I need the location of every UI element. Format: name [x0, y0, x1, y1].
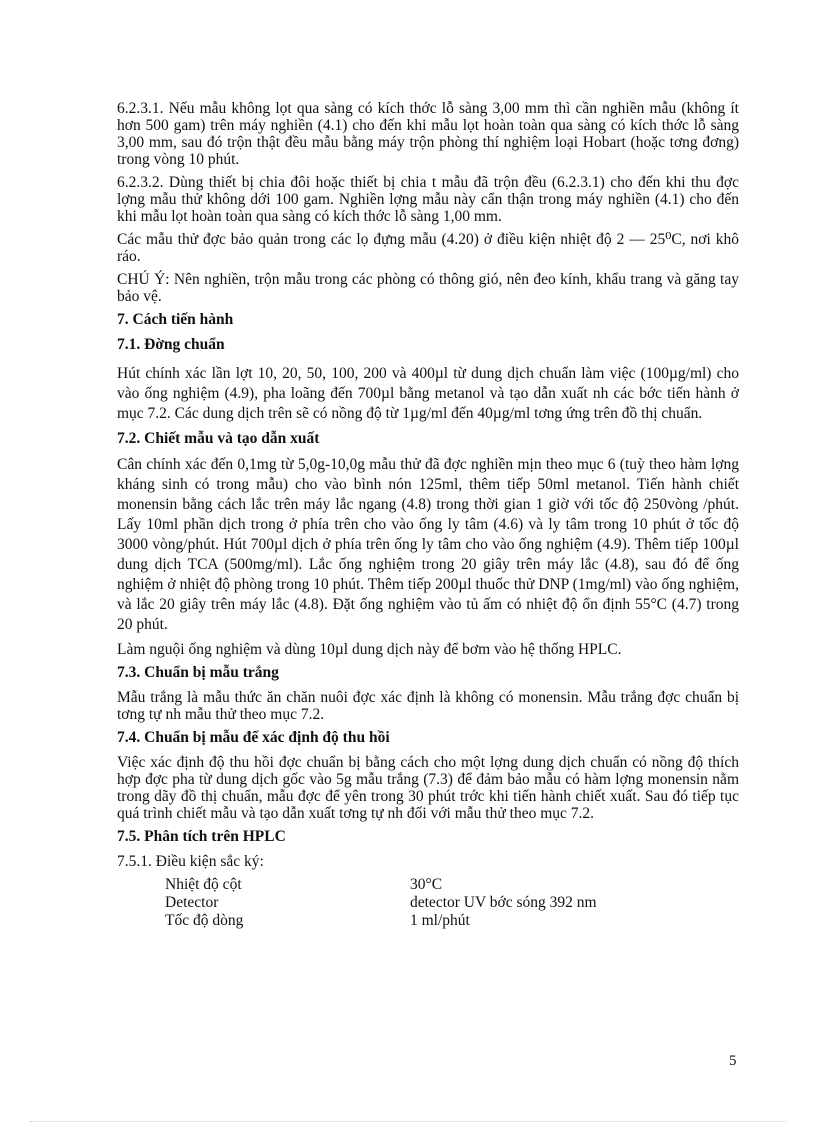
paragraph-section-7-2-b: Làm nguội ống nghiệm và dùng 10µl dung dịch này để bơm vào hệ thống HPLC. [117, 641, 622, 658]
paragraph-storage: Các mẫu thử đợc bảo quản trong các lọ đựng mẫu (4.20) ở điều kiện nhiệt độ 2 — 25⁰C, nơi khô ráo. [117, 231, 739, 265]
condition-label: Detector [165, 894, 219, 911]
paragraph-6-2-3-1: 6.2.3.1. Nếu mẫu không lọt qua sàng có kích thớc lỗ sàng 3,00 mm thì cần nghiền mẫu (không ít hơn 500 gam) trên máy nghiền (4.1) cho đến khi mẫu lọt hoàn toàn qua sàng có kích thớc lỗ sàng 3,00 mm, sau đó trộn thật đều mẫu bằng máy trộn phòng thí nghiệm loại Hobart (hoặc tơng đơng) trong vòng 10 phút. [117, 100, 739, 168]
note-paragraph: CHÚ Ý: Nên nghiền, trộn mẫu trong các phòng có thông gió, nên đeo kính, khẩu trang và găng tay bảo vệ. [117, 271, 739, 305]
condition-value: 30°C [410, 876, 443, 893]
heading-section-7-3: 7.3. Chuẩn bị mẫu trắng [117, 664, 279, 681]
condition-value: detector UV bớc sóng 392 nm [410, 894, 597, 911]
page-number: 5 [729, 1053, 737, 1069]
paragraph-section-7-4: Việc xác định độ thu hồi đợc chuẩn bị bằng cách cho một lợng dung dịch chuẩn có nồng độ thích hợp đợc pha từ dung dịch gốc vào 5g mẫu trắng (7.3) để đảm bảo mẫu có hàm lợng monensin nằm trong dãy đồ thị chuẩn, mẫu đợc để yên trong 30 phút trớc khi tiến hành chiết xuất. Sau đó tiếp tục quá trình chiết mẫu và tạo dẫn xuất tơng tự nh đối với mẫu thử theo mục 7.2. [117, 754, 739, 822]
paragraph-section-7-3: Mẫu trắng là mẫu thức ăn chăn nuôi đợc xác định là không có monensin. Mẫu trắng đợc chuẩn bị tơng tự nh mẫu thử theo mục 7.2. [117, 689, 739, 723]
footer-divider [30, 1121, 786, 1122]
condition-label: Nhiệt độ cột [165, 876, 242, 893]
paragraph-section-7-5-1: 7.5.1. Điều kiện sắc ký: [117, 853, 264, 870]
heading-section-7: 7. Cách tiến hành [117, 311, 234, 328]
condition-row [165, 912, 739, 930]
condition-value: 1 ml/phút [410, 912, 470, 929]
condition-row [165, 876, 739, 894]
chromatography-conditions [165, 876, 739, 930]
heading-section-7-5: 7.5. Phân tích trên HPLC [117, 828, 286, 845]
paragraph-section-7-1: Hút chính xác lần lợt 10, 20, 50, 100, 200 và 400µl từ dung dịch chuẩn làm việc (100µg/ml) cho vào ống nghiệm (4.9), pha loãng đến 700µl bằng metanol và tạo dẫn xuất nh các bớc tiến hành ở mục 7.2. Các dung dịch trên sẽ có nồng độ từ 1µg/ml đến 40µg/ml tơng ứng trên đồ thị chuẩn. [117, 365, 739, 422]
heading-section-7-4: 7.4. Chuẩn bị mẫu để xác định độ thu hồi [117, 729, 390, 746]
heading-section-7-1: 7.1. Đờng chuẩn [117, 336, 225, 353]
heading-section-7-2: 7.2. Chiết mẫu và tạo dẫn xuất [117, 430, 320, 447]
condition-row [165, 894, 739, 912]
paragraph-section-7-2-a: Cân chính xác đến 0,1mg từ 5,0g-10,0g mẫu thử đã đợc nghiền mịn theo mục 6 (tuỳ theo hàm lợng kháng sinh có trong mẫu) cho vào bình nón 125ml, thêm tiếp 50ml metanol. Tiến hành chiết monensin bằng cách lắc trên máy lắc ngang (4.8) trong thời gian 1 giờ với tốc độ 250vòng /phút. Lấy 10ml phần dịch trong ở phía trên cho vào ống ly tâm (4.6) và ly tâm trong 10 phút ở tốc độ 3000 vòng/phút. Hút 700µl dịch ở phía trên ống ly tâm cho vào ống nghiệm (4.9). Thêm tiếp 100µl dung dịch TCA (500mg/ml). Lắc ống nghiệm trong 20 giây trên máy lắc (4.8), sau đó để ống nghiệm ở nhiệt độ phòng trong 10 phút. Thêm tiếp 200µl thuốc thử DNP (1mg/ml) vào ống nghiệm, và lắc 20 giây trên máy lắc (4.8). Đặt ống nghiệm vào tủ ấm có nhiệt độ ổn định 55°C (4.7) trong 20 phút. [117, 456, 739, 633]
document-page [117, 100, 739, 930]
paragraph-6-2-3-2: 6.2.3.2. Dùng thiết bị chia đôi hoặc thiết bị chia t mẫu đã trộn đều (6.2.3.1) cho đến khi thu đợc lợng mẫu thử không dới 100 gam. Nghiền lợng mẫu này cẩn thận trong máy nghiền (4.1) cho đến khi mẫu lọt hoàn toàn qua sàng có kích thớc lỗ sàng 1,00 mm. [117, 174, 739, 225]
condition-label: Tốc độ dòng [165, 912, 244, 929]
